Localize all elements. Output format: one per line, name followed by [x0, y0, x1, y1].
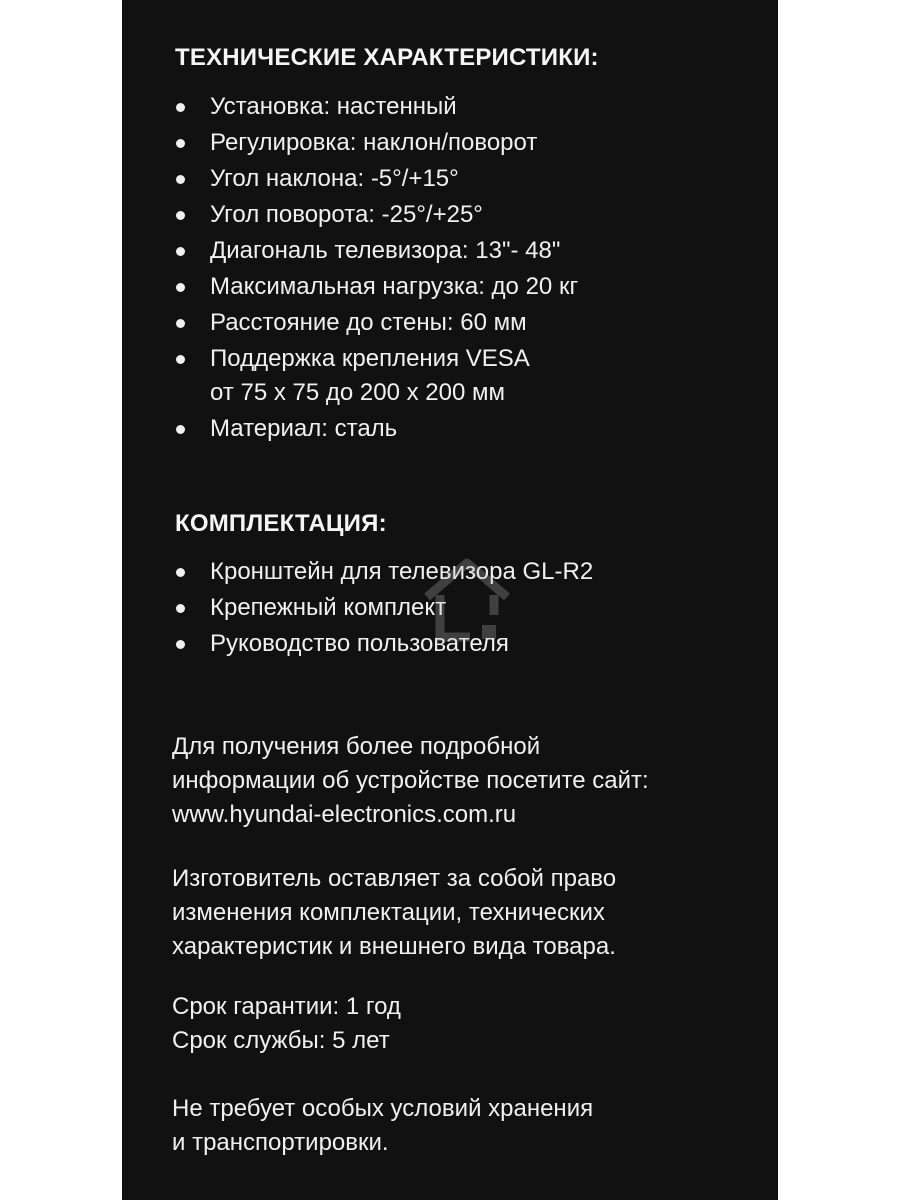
list-item: Крепежный комплект: [174, 590, 593, 626]
list-item: Угол наклона: -5°/+15°: [174, 161, 578, 197]
list-item: Диагональ телевизора: 13"- 48": [174, 233, 578, 269]
list-item: Регулировка: наклон/поворот: [174, 125, 578, 161]
dark-panel: [122, 0, 778, 1200]
bullet-icon: [176, 640, 185, 649]
list-item: Руководство пользователя: [174, 626, 593, 662]
list-item: Кронштейн для телевизора GL-R2: [174, 554, 593, 590]
warranty-paragraph: Срок гарантии: 1 год Срок службы: 5 лет: [172, 993, 401, 1054]
specs-title: ТЕХНИЧЕСКИЕ ХАРАКТЕРИСТИКИ:: [175, 44, 599, 71]
disclaimer-paragraph: Изготовитель оставляет за собой право изменения комплектации, технических характеристик и внешнего вида товара.: [172, 865, 617, 960]
bullet-icon: [176, 604, 185, 613]
list-item: Угол поворота: -25°/+25°: [174, 197, 578, 233]
website-link: www.hyundai-electronics.com.ru: [172, 801, 517, 828]
list-item: Максимальная нагрузка: до 20 кг: [174, 269, 578, 305]
specs-list: [174, 89, 578, 447]
storage-paragraph: Не требует особых условий хранения и транспортировки.: [172, 1095, 594, 1156]
bullet-icon: [176, 568, 185, 577]
list-item: Расстояние до стены: 60 мм: [174, 305, 578, 341]
list-item: Поддержка крепления VESA от 75 х 75 до 200 х 200 мм: [174, 341, 578, 411]
house-watermark-icon: [412, 545, 522, 655]
bullet-icon: [176, 247, 185, 256]
list-item: Материал: сталь: [174, 411, 578, 447]
bullet-icon: [176, 355, 185, 364]
bullet-icon: [176, 319, 185, 328]
bullet-icon: [176, 425, 185, 434]
bullet-icon: [176, 211, 185, 220]
package-list: [174, 554, 593, 662]
list-item: Установка: настенный: [174, 89, 578, 125]
bullet-icon: [176, 139, 185, 148]
info-paragraph: Для получения более подробной информации об устройстве посетите сайт: www.hyundai-electronics.com.ru: [172, 730, 649, 832]
bullet-icon: [176, 175, 185, 184]
bullet-icon: [176, 283, 185, 292]
package-title: КОМПЛЕКТАЦИЯ:: [175, 510, 387, 537]
bullet-icon: [176, 103, 185, 112]
